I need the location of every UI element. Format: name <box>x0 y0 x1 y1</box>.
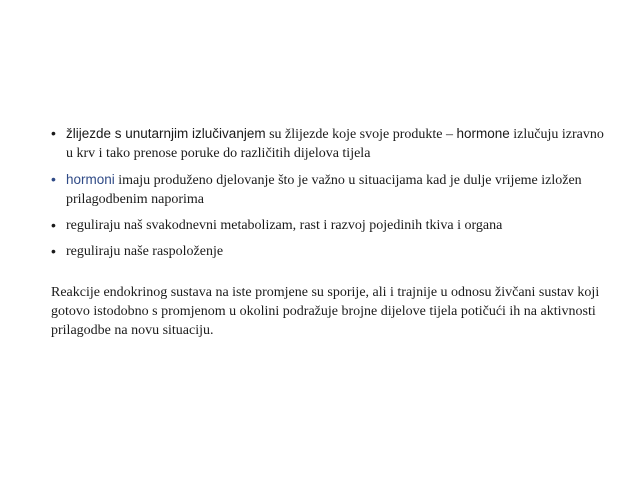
slide-content <box>51 124 611 340</box>
keyword-endocrine-glands: žlijezde s unutarnjim izlučivanjem <box>66 126 266 141</box>
bullet-dot-icon: • <box>51 243 56 259</box>
bullet-text: izlučuju izravno u krv i tako prenose poruke do različitih dijelova tijela <box>66 127 604 161</box>
bullet-dot-icon: • <box>51 171 56 187</box>
bullet-text: imaju produženo djelovanje što je važno u situacijama kad je dulje vrijeme izložen prilagodbenim naporima <box>66 173 582 207</box>
bullet-text: reguliraju naš svakodnevni metabolizam, rast i razvoj pojedinih tkiva i organa <box>66 218 503 233</box>
keyword-hormoni: hormoni <box>66 172 115 187</box>
bullet-dot-icon: • <box>51 217 56 233</box>
bullet-item-glands <box>51 124 611 163</box>
summary-paragraph: Reakcije endokrinog sustava na iste promjene su sporije, ali i trajnije u odnosu živčani sustav koji gotovo istodobno s promjenom u okolini podražuje brojne dijelove tijela potičući ih na aktivnosti prilagodbe na novu situaciju. <box>51 285 600 338</box>
bullet-dot-icon: • <box>51 125 56 141</box>
bullet-list <box>51 124 611 261</box>
bullet-item-hormones <box>51 170 611 209</box>
keyword-hormones: hormone <box>456 126 510 141</box>
bullet-item-mood <box>51 242 611 261</box>
bullet-text: reguliraju naše raspoloženje <box>66 244 224 259</box>
bullet-text: su žlijezde koje svoje produkte – <box>265 127 457 142</box>
bullet-item-metabolism <box>51 216 611 235</box>
